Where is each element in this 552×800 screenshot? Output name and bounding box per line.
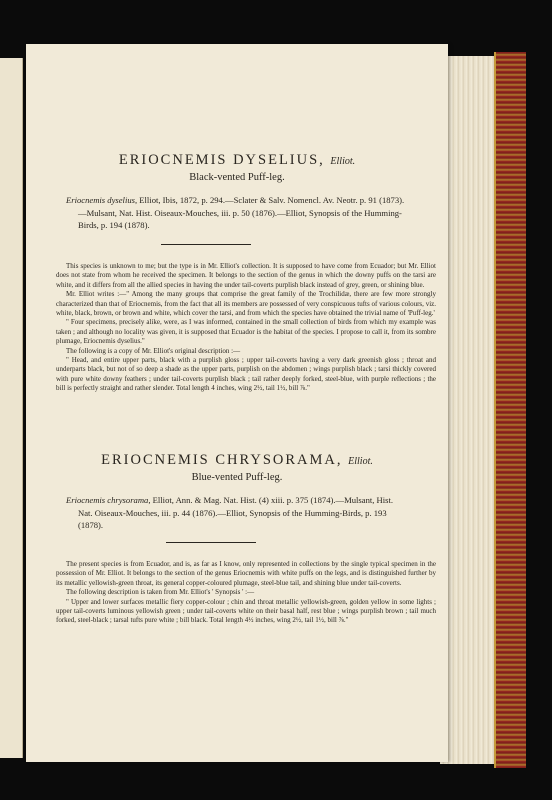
ref-name: Eriocnemis chrysorama	[66, 495, 149, 505]
paragraph: The present species is from Ecuador, and is, as far as I know, only represented in collections by the single typical specimen in the possession of Mr. Elliot. It belongs to the section of the genus Eriocnemis with white puffs on the legs, and is distinguished further by its metallic yellowish-green throat, its general copper-coloured plumage, steel-blue tail, and shining blue under tail-coverts.	[56, 560, 436, 587]
divider	[161, 244, 251, 245]
paragraph: This species is unknown to me; but the type is in Mr. Elliot's collection. It is supposed to have come from Ecuador; but Mr. Elliot does not state from whom he received the specimen. It belongs to the section of the genus in which the downy puffs on the tarsi are white, and it differs from all the allied species in having the under tail-coverts purplish black instead of grey, green, or shining blue.	[56, 262, 436, 289]
common-name-1: Black-vented Puff-leg.	[189, 172, 285, 183]
species-name: ERIOCNEMIS DYSELIUS	[118, 152, 320, 168]
left-page-edge	[0, 58, 23, 758]
ref-text: , Elliot, Ann. & Mag. Nat. Hist. (4) xiii. p. 375 (1874).—Mulsant, Hist. Nat. Oiseaux-Mouches, iii. p. 44 (1876).—Elliot, Synopsis of the Humming-Birds, p. 193 (1878).	[78, 495, 394, 530]
paragraph: " Head, and entire upper parts, black with a purplish gloss ; upper tail-coverts having a very dark greenish gloss ; throat and underparts black, but not of so deep a shade as the upper parts, purplish on the abdomen ; wings purplish black ; tarsi thickly covered with pure white downy feathers ; under tail-coverts purplish black ; tail rather deeply forked, steel-blue, with purple reflections ; the bill is perfectly straight and rather slender. Total length 4 inches, wing 2½, tail 1½, bill ⅞."	[56, 356, 436, 393]
paragraph: " Upper and lower surfaces metallic fiery copper-colour ; chin and throat metallic yellowish-green, golden yellow in some lights ; upper tail-coverts luminous yellowish green ; under tail-coverts white on their basal half, rest blue ; wings purplish brown ; tail much forked, steel-black ; tarsal tufts pure white ; bill black. Total length 4½ inches, wing 2½, tail 1½, bill ⅞."	[56, 597, 436, 625]
paragraph: Mr. Elliot writes :—" Among the many groups that comprise the great family of the Trochilidæ, there are few more strongly characterized than that of Eriocnemis, from the fact that all its members are possessed of very conspicuous tufts of various colours, viz. white, black, brown, or brown and white, which cover the tarsi, and from which the species have obtained the trivial name of 'Puff-leg.'	[56, 290, 436, 318]
ref-text: , Elliot, Ibis, 1872, p. 294.—Sclater & Salv. Nomencl. Av. Neotr. p. 91 (1873).—Mulsant, Nat. Hist. Oiseaux-Mouches, iii. p. 50 (1876).—Elliot, Synopsis of the Humming-Birds, p. 194 (1878).	[78, 195, 405, 230]
ref-name: Eriocnemis dyselius	[66, 195, 135, 205]
common-name-2: Blue-vented Puff-leg.	[191, 472, 283, 483]
species-title-1: ERIOCNEMIS DYSELIUS, Elliot.	[118, 152, 356, 168]
species-name: ERIOCNEMIS CHRYSORAMA,	[101, 452, 343, 468]
species-author: Elliot.	[348, 456, 373, 467]
synonymy-1	[66, 194, 408, 232]
page-edges	[440, 56, 498, 764]
synonymy-2	[66, 494, 408, 532]
description-1	[56, 262, 436, 394]
paragraph: The following description is taken from Mr. Elliot's ' Synopsis ' :—	[66, 588, 255, 597]
book-page	[26, 44, 448, 762]
description-2	[56, 560, 436, 626]
species-author: Elliot.	[330, 156, 356, 167]
paragraph: The following is a copy of Mr. Elliot's original description :—	[66, 346, 241, 355]
paragraph: " Four specimens, precisely alike, were, as I was informed, contained in the small collection of birds from which my example was taken ; and although no locality was given, it is supposed that Ecuador is the habitat of the species. I propose to call it, from its sombre plumage, Eriocnemis dyselius."	[56, 318, 436, 346]
divider	[166, 542, 256, 543]
book-cover-edge	[494, 52, 526, 768]
species-title-2	[26, 452, 448, 469]
